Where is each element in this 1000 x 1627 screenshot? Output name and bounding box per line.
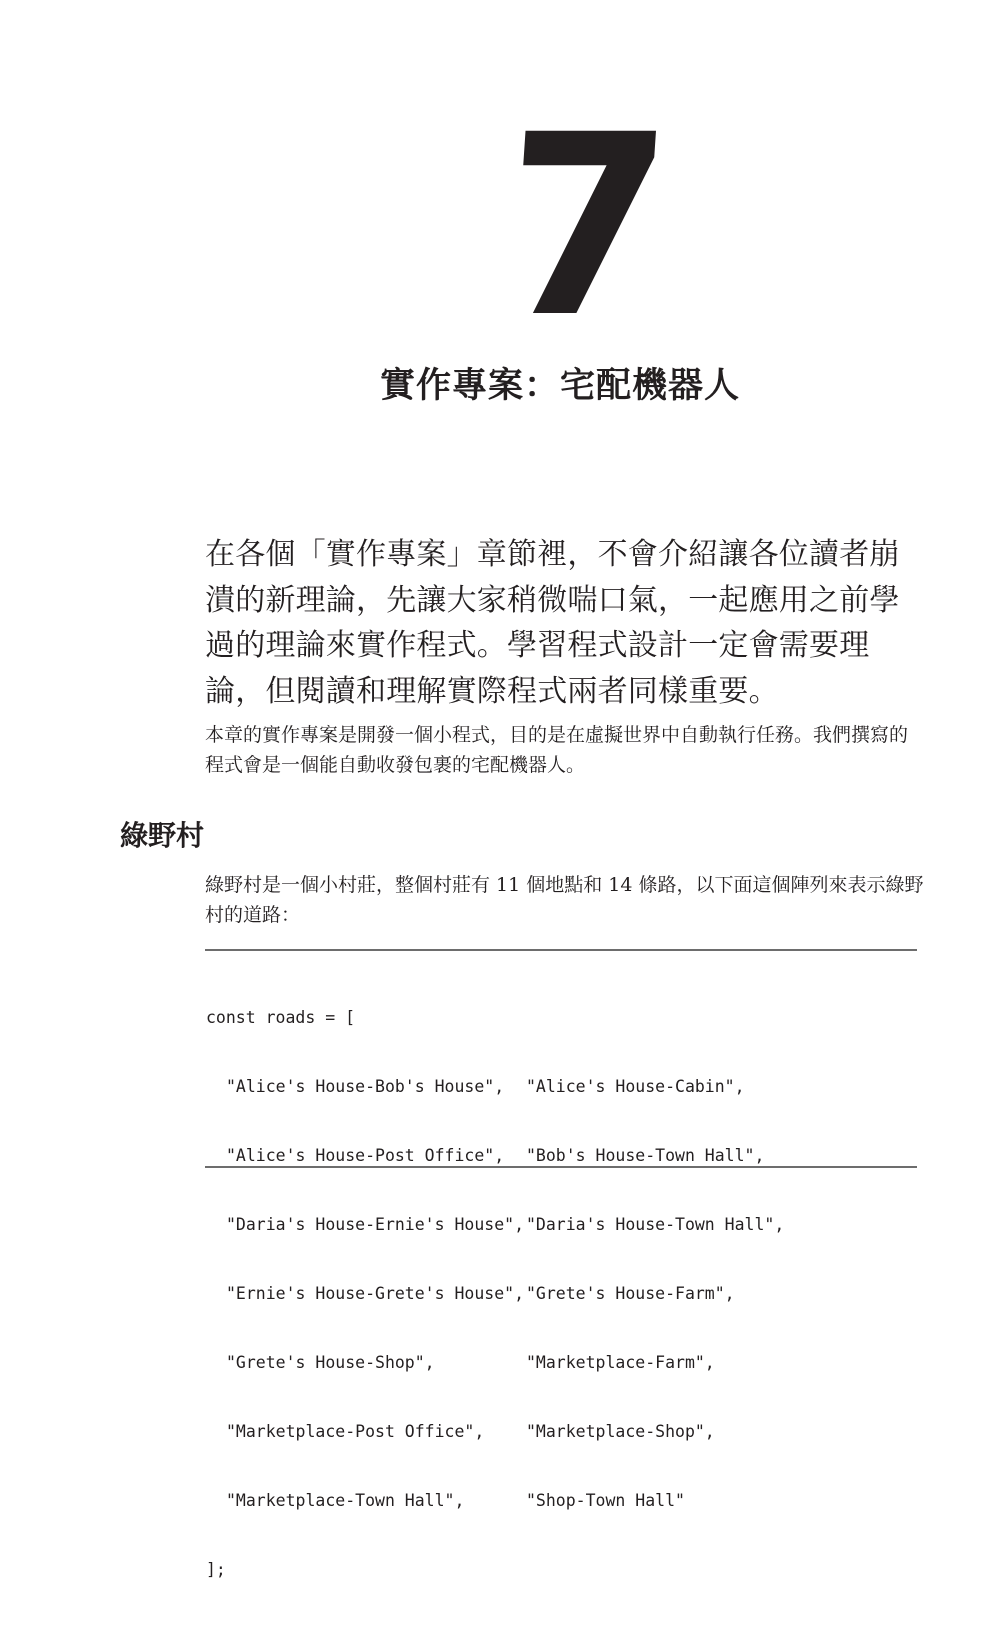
section-body: 綠野村是一個小村莊，整個村莊有 11 個地點和 14 條路，以下面這個陣列來表示綠野村的道路： (205, 874, 924, 926)
chapter-number: 7 (493, 81, 679, 372)
code-line: "Marketplace-Post Office", "Marketplace-Shop", (226, 1422, 715, 1441)
code-line: "Alice's House-Post Office", "Bob's House-Town Hall", (226, 1146, 765, 1165)
code-line: "Marketplace-Town Hall", "Shop-Town Hall" (226, 1491, 685, 1510)
section-heading: 綠野村 (120, 819, 205, 852)
code-line: "Alice's House-Bob's House", "Alice's House-Cabin", (226, 1077, 745, 1096)
code-listing (206, 960, 784, 1627)
code-line-close: ]; (206, 1560, 226, 1579)
code-block (205, 949, 917, 1579)
code-line: "Grete's House-Shop", "Marketplace-Farm", (226, 1353, 715, 1372)
lead-paragraph: 在各個「實作專案」章節裡，不會介紹讓各位讀者崩潰的新理論，先讓大家稍微喘口氣，一起應用之前學過的理論來實作程式。學習程式設計一定會需要理論，但閱讀和理解實際程式兩者同樣重要。 (205, 537, 900, 709)
chapter-title: 實作專案：宅配機器人 (379, 366, 740, 406)
intro-paragraph: 本章的實作專案是開發一個小程式，目的是在虛擬世界中自動執行任務。我們撰寫的程式會是一個能自動收發包裹的宅配機器人。 (205, 724, 909, 776)
code-line-open: const roads = [ (206, 1008, 356, 1027)
code-line: "Ernie's House-Grete's House", "Grete's House-Farm", (226, 1284, 735, 1303)
code-line: "Daria's House-Ernie's House", "Daria's House-Town Hall", (226, 1215, 785, 1234)
